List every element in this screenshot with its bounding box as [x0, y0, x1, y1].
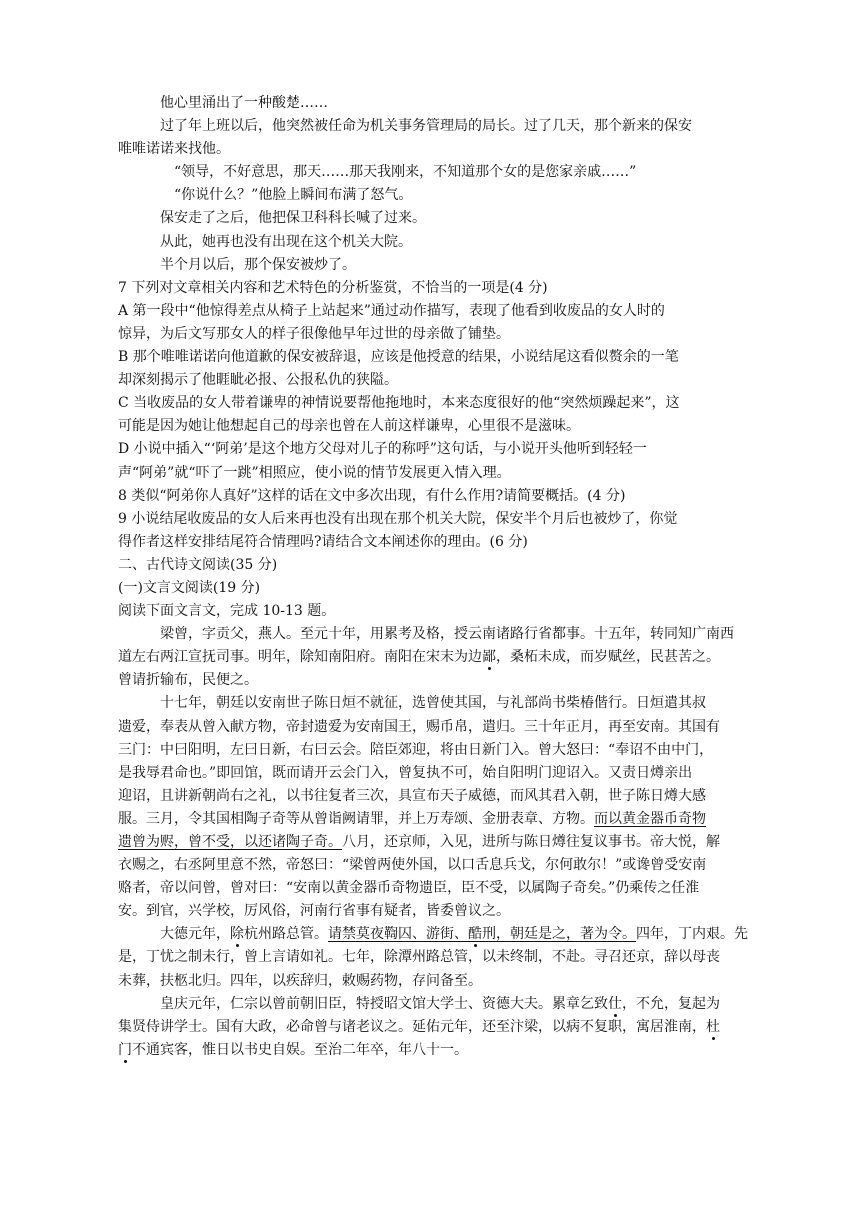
- story-line: 过了年上班以后，他突然被任命为机关事务管理局的局长。过了几天，那个新来的保安: [160, 118, 692, 135]
- classical-line: 皇庆元年，仁宗以曾前朝旧臣，特授昭文馆大学士、资德大夫。累章乞致仕，不允，复起为: [160, 995, 720, 1012]
- section-heading: 二、古代诗文阅读(35 分): [118, 556, 278, 573]
- option-d: 声“阿弟”就“吓了一跳”相照应，使小说的情节发展更入情入理。: [118, 464, 511, 481]
- story-line: 从此，她再也没有出现在这个机关大院。: [160, 233, 412, 250]
- classical-line: 遗爱，奉表从曾入献方物，帝封遗爱为安南国王，赐币帛，遣归。三十年正月，再至安南。其国有: [118, 718, 720, 735]
- document-page: [118, 92, 748, 1062]
- classical-line: 遗曾为赆，曾不受，以还诸陶子奇。八月，还京师，入见，进所与陈日燇往复议事书。帝大悦，解: [118, 834, 720, 850]
- underlined-sentence: 请禁莫夜鞫囚、游街、酷刑，朝廷是之，著为令。: [328, 926, 636, 943]
- emphasis-dot-char: 鄙: [482, 649, 496, 666]
- classical-line: 安。到官，兴学校，厉风俗，河南行省事有疑者，皆委曾议之。: [118, 903, 510, 920]
- classical-line: 梁曾，字贡父，燕人。至元十年，用累考及格，授云南诸路行省都事。十五年，转同知广南西: [160, 626, 734, 643]
- option-a: A 第一段中“他惊得差点从椅子上站起来”通过动作描写，表现了他看到收废品的女人时的: [118, 302, 665, 319]
- classical-line: 曾请折输布，民便之。: [118, 672, 258, 689]
- classical-line: 衣赐之，右丞阿里意不然，帝怒曰：“梁曾两使外国，以口舌息兵戈，尔何敢尔！”或谗曾受安南: [118, 857, 707, 874]
- emphasis-dot-char: 门: [118, 1041, 132, 1058]
- question-7-stem: 7 下列对文章相关内容和艺术特色的分析鉴赏，不恰当的一项是(4 分): [118, 279, 548, 296]
- subsection-heading: (一)文言文阅读(19 分): [118, 579, 261, 596]
- classical-line: 服。三月，令其国相陶子奇等从曾诣阙请罪，并上万寿颂、金册表章、方物。而以黄金器币奇物: [118, 810, 706, 827]
- option-b: 却深刻揭示了他睚眦必报、公报私仇的狭隘。: [118, 372, 398, 389]
- emphasis-dot-char: 杜: [706, 1018, 720, 1035]
- classical-line: 道左右两江宣抚司事。明年，除知南阳府。南阳在宋末为边鄙，桑柘未成，而岁赋丝，民甚苦之。: [118, 649, 720, 666]
- emphasis-dot-char: 酷: [468, 926, 482, 943]
- story-line: “你说什么？”他脸上瞬间布满了怒气。: [174, 187, 413, 204]
- classical-line: 集贤侍讲学士。国有大政，必命曾与诸老议之。延佑元年，还至汴梁，以病不复职，寓居淮南，杜: [118, 1018, 720, 1035]
- question-9: 得作者这样安排结尾符合情理吗?请结合文本阐述你的理由。(6 分): [118, 533, 528, 550]
- classical-line: 未葬，扶柩北归。四年，以疾辞归，敕赐药物，存问备至。: [118, 972, 482, 989]
- instructions: 阅读下面文言文，完成 10-13 题。: [118, 603, 336, 620]
- story-line: 半个月以后，那个保安被炒了。: [160, 256, 356, 273]
- classical-line: 十七年，朝廷以安南世子陈日烜不就征，选曾使其国，与礼部尚书柴椿偕行。日烜遣其叔: [160, 695, 706, 712]
- emphasis-dot-char: 除: [230, 926, 244, 943]
- question-9: 9 小说结尾收废品的女人后来再也没有出现在那个机关大院，保安半个月后也被炒了，你觉: [118, 510, 678, 527]
- story-line: 保安走了之后，他把保卫科科长喊了过来。: [160, 210, 426, 227]
- story-line: 他心里涌出了一种酸楚……: [160, 95, 328, 111]
- classical-line: 是，丁忧之制未行，曾上言请如礼。七年，除潭州路总管，以未终制，不赴。寻召还京，辞以母丧: [118, 949, 720, 966]
- classical-line: 门不通宾客，惟日以书史自娱。至治二年卒，年八十一。: [118, 1041, 468, 1058]
- underlined-sentence: 遗曾为赆，曾不受，以还诸陶子奇。: [118, 834, 342, 850]
- underlined-sentence: 而以黄金器币奇物: [594, 810, 706, 827]
- classical-line: 是我辱君命也。”即回馆，既而请开云会门入，曾复执不可，始自阳明门迎诏入。又责日燇亲出: [118, 764, 693, 781]
- option-d: D 小说中插入“‘阿弟’是这个地方父母对儿子的称呼”这句话，与小说开头他听到轻轻一: [118, 441, 647, 458]
- emphasis-dot-char: 仕: [608, 995, 622, 1012]
- story-line: “领导，不好意思，那天……那天我刚来，不知道那个女的是您家亲戚……”: [174, 164, 637, 181]
- option-b: B 那个唯唯诺诺向他道歉的保安被辞退，应该是他授意的结果，小说结尾这看似赘余的一笔: [118, 349, 679, 366]
- classical-line: 三门：中曰阳明，左曰日新，右曰云会。陪臣郊迎，将由日新门入。曾大怒曰：“奉诏不由中门，: [118, 741, 714, 758]
- question-8: 8 类似“阿弟你人真好”这样的话在文中多次出现，有什么作用?请简要概括。(4 分): [118, 487, 626, 504]
- classical-line: 大德元年，除杭州路总管。请禁莫夜鞫囚、游街、酷刑，朝廷是之，著为令。四年，丁内艰。先: [160, 926, 748, 943]
- option-c: 可能是因为她让他想起自己的母亲也曾在人前这样谦卑，心里很不是滋味。: [118, 418, 580, 435]
- option-a: 惊异，为后文写那女人的样子很像他早年过世的母亲做了铺垫。: [118, 325, 510, 342]
- story-line: 唯唯诺诺来找他。: [118, 141, 230, 158]
- classical-line: 迎诏，且讲新朝尚右之礼，以书往复者三次，具宣布天子威德，而风其君入朝，世子陈日燇大感: [118, 787, 706, 804]
- option-c: C 当收废品的女人带着谦卑的神情说要帮他拖地时，本来态度很好的他“突然烦躁起来”，这: [118, 395, 680, 412]
- classical-line: 赂者，帝以问曾，曾对曰：“安南以黄金器币奇物遗臣，臣不受，以属陶子奇矣。”仍乘传之任淮: [118, 880, 700, 897]
